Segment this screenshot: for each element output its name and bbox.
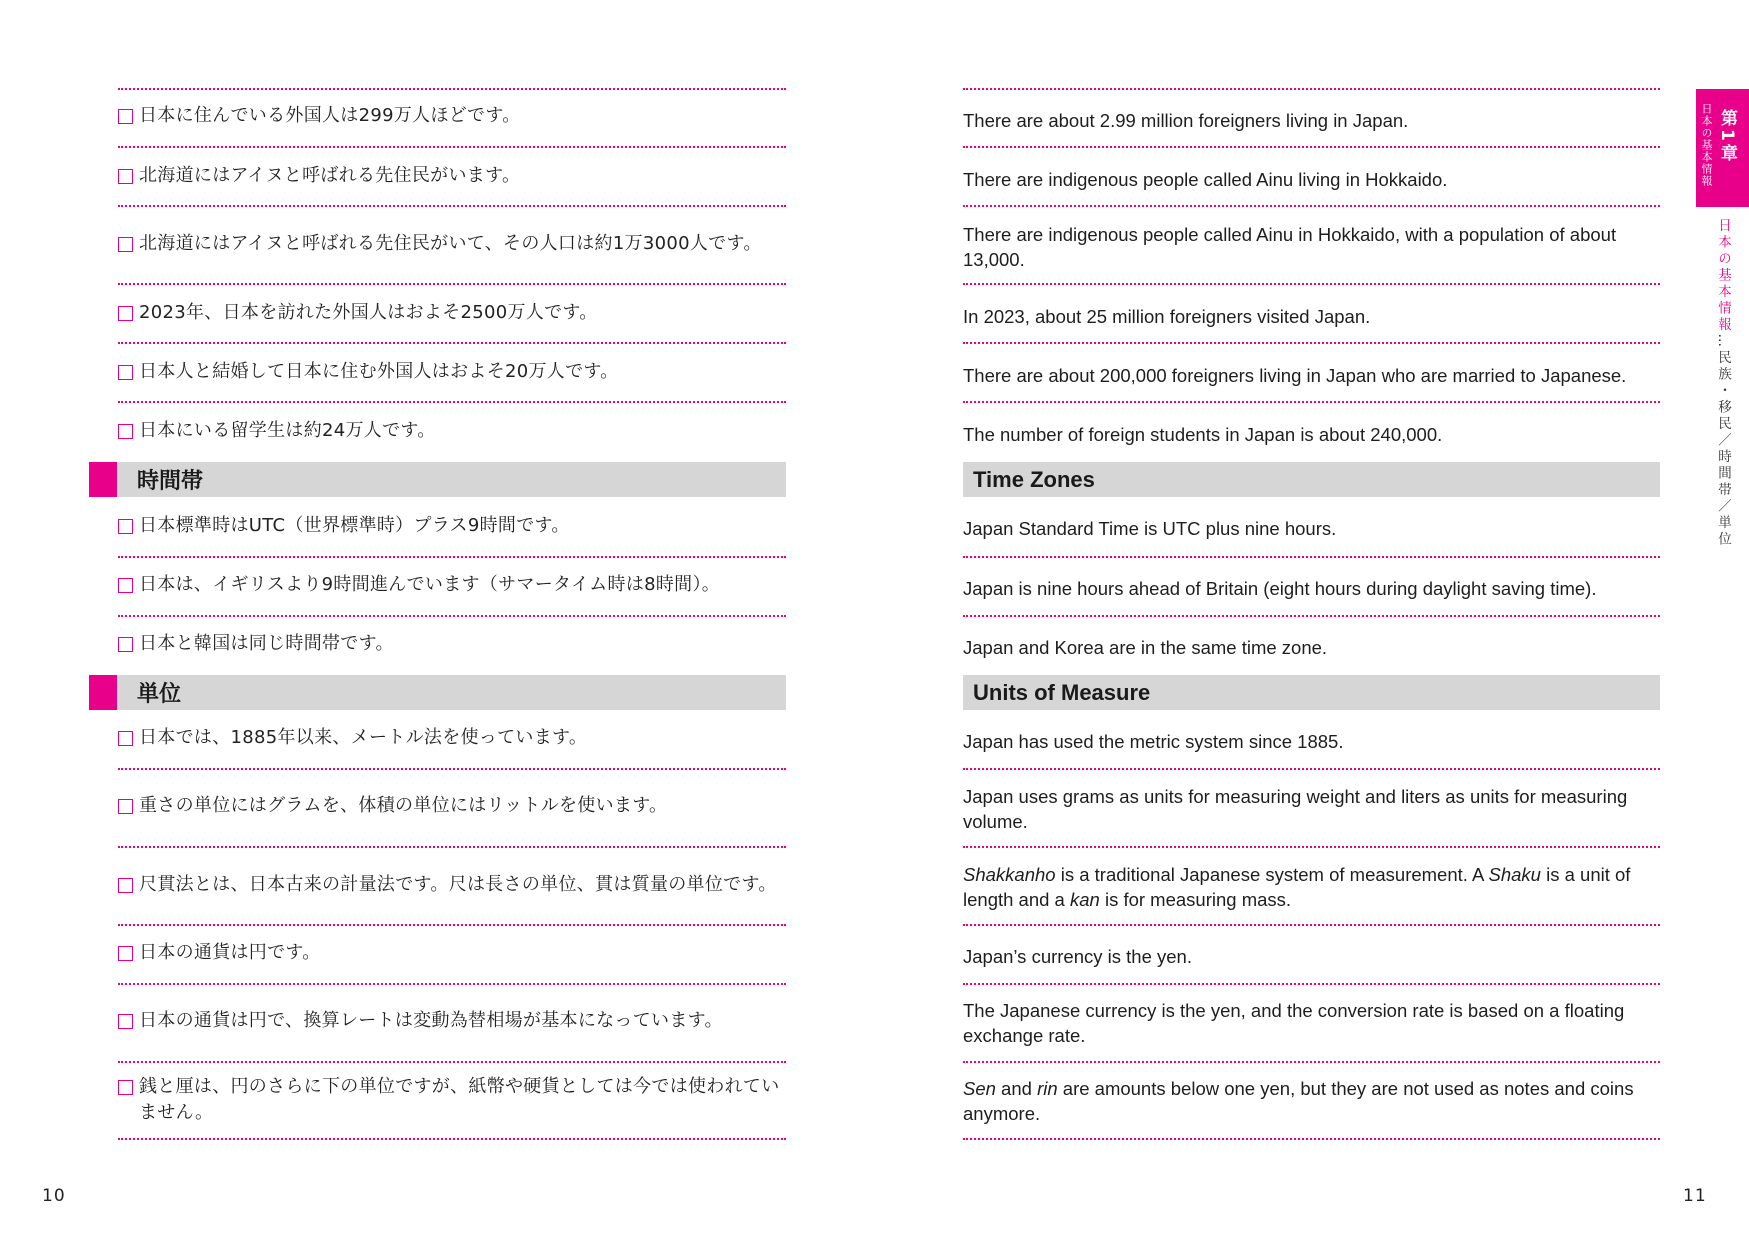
left-page bbox=[0, 0, 874, 1241]
checklist-item bbox=[118, 939, 786, 967]
section-accent bbox=[89, 675, 117, 710]
checklist-item bbox=[118, 792, 786, 820]
side-index-title: 日本の基本情報 bbox=[1715, 218, 1731, 334]
item-text: There are indigenous people called Ainu living in Hokkaido. bbox=[963, 168, 1448, 190]
item-text: 日本と韓国は同じ時間帯です。 bbox=[139, 633, 394, 654]
checkbox[interactable] bbox=[118, 1014, 133, 1029]
divider bbox=[963, 768, 1660, 770]
divider bbox=[118, 924, 786, 926]
text-fragment: is for measuring mass. bbox=[1099, 889, 1292, 910]
item-text: 尺貫法とは、日本古来の計量法です。尺は長さの単位、貫は質量の単位です。 bbox=[139, 874, 777, 895]
term-kan: kan bbox=[1069, 889, 1100, 910]
divider bbox=[118, 983, 786, 985]
item-text: 日本に住んでいる外国人は299万人ほどです。 bbox=[139, 105, 521, 126]
text-fragment: are amounts below one yen, but they are not used as notes and coins anymore. bbox=[963, 1078, 1634, 1124]
checklist-item bbox=[118, 1074, 786, 1130]
checklist-item bbox=[118, 871, 786, 899]
item-text: 日本にいる留学生は約24万人です。 bbox=[139, 420, 436, 441]
right-page bbox=[874, 0, 1749, 1241]
checkbox[interactable] bbox=[118, 731, 133, 746]
item-text: 日本標準時はUTC（世界標準時）プラス9時間です。 bbox=[139, 515, 570, 536]
section-title: Time Zones bbox=[973, 466, 1095, 492]
text-fragment: and bbox=[995, 1078, 1038, 1099]
divider bbox=[963, 983, 1660, 985]
page-number: 11 bbox=[1683, 1186, 1707, 1206]
translation-item bbox=[963, 727, 1660, 755]
section-title: 単位 bbox=[137, 682, 182, 707]
checklist-item bbox=[118, 724, 786, 752]
item-text: 日本は、イギリスより9時間進んでいます（サマータイム時は8時間）。 bbox=[139, 574, 721, 595]
term-shaku: Shaku bbox=[1488, 864, 1541, 885]
section-title: 時間帯 bbox=[137, 469, 204, 494]
item-text: 日本の通貨は円です。 bbox=[139, 942, 321, 963]
item-text bbox=[963, 1076, 1660, 1126]
translation-item bbox=[963, 784, 1660, 836]
item-text: The Japanese currency is the yen, and the conversion rate is based on a floating exchange rate. bbox=[963, 1000, 1625, 1046]
term-sen: Sen bbox=[963, 1078, 996, 1099]
checkbox[interactable] bbox=[118, 1080, 133, 1095]
item-text: 重さの単位にはグラムを、体積の単位にはリットルを使います。 bbox=[139, 795, 668, 816]
item-text: There are about 2.99 million foreigners living in Japan. bbox=[963, 109, 1409, 131]
en-column-units bbox=[963, 0, 1660, 1241]
item-text: 銭と厘は、円のさらに下の単位ですが、紙幣や硬貨としては今では使われていません。 bbox=[139, 1076, 780, 1123]
item-text: In 2023, about 25 million foreigners visited Japan. bbox=[963, 305, 1371, 327]
item-text: 北海道にはアイヌと呼ばれる先住民がいます。 bbox=[139, 165, 521, 186]
item-text: 日本の通貨は円で、換算レートは変動為替相場が基本になっています。 bbox=[139, 1010, 723, 1031]
chapter-name: 日本の基本情報 bbox=[1700, 103, 1713, 187]
item-text: Japan Standard Time is UTC plus nine hours. bbox=[963, 517, 1337, 539]
side-index-topics: …民族・移民／時間帯／単位 bbox=[1715, 333, 1731, 548]
divider bbox=[118, 1138, 786, 1140]
divider bbox=[118, 1061, 786, 1063]
checkbox[interactable] bbox=[118, 946, 133, 961]
item-text: The number of foreign students in Japan is about 240,000. bbox=[963, 423, 1443, 445]
section-title: Units of Measure bbox=[973, 679, 1151, 705]
item-text: There are indigenous people called Ainu in Hokkaido, with a population of about 13,000. bbox=[963, 224, 1617, 270]
item-text bbox=[963, 862, 1660, 912]
item-text: 日本人と結婚して日本に住む外国人はおよそ20万人です。 bbox=[139, 361, 619, 382]
checkbox[interactable] bbox=[118, 878, 133, 893]
side-index bbox=[1709, 218, 1733, 548]
divider bbox=[118, 846, 786, 848]
item-text: 日本では、1885年以来、メートル法を使っています。 bbox=[139, 727, 588, 748]
item-text: Japan has used the metric system since 1885. bbox=[963, 730, 1344, 752]
page-number: 10 bbox=[42, 1186, 66, 1206]
chapter-label: 第1章 bbox=[1717, 109, 1737, 164]
item-text: Japan is nine hours ahead of Britain (eight hours during daylight saving time). bbox=[963, 577, 1597, 599]
divider bbox=[963, 846, 1660, 848]
translation-item bbox=[963, 1076, 1660, 1128]
translation-item bbox=[963, 862, 1660, 914]
translation-item bbox=[963, 942, 1660, 970]
checkbox[interactable] bbox=[118, 799, 133, 814]
checklist-item bbox=[118, 1007, 786, 1035]
section-accent bbox=[89, 462, 117, 497]
divider bbox=[963, 924, 1660, 926]
item-text: Japan and Korea are in the same time zone. bbox=[963, 636, 1328, 658]
term-shakkanho: Shakkanho bbox=[963, 864, 1056, 885]
text-fragment: is a traditional Japanese system of measurement. A bbox=[1055, 864, 1489, 885]
jp-column-units bbox=[118, 0, 786, 1241]
item-text: 2023年、日本を訪れた外国人はおよそ2500万人です。 bbox=[139, 302, 598, 323]
text-fragment: is a unit of length and a bbox=[963, 864, 1631, 910]
chapter-tab[interactable] bbox=[1696, 89, 1749, 207]
divider bbox=[963, 1138, 1660, 1140]
divider bbox=[963, 1061, 1660, 1063]
item-text: 北海道にはアイヌと呼ばれる先住民がいて、その人口は約1万3000人です。 bbox=[139, 233, 762, 254]
item-text: Japan’s currency is the yen. bbox=[963, 945, 1192, 967]
item-text: There are about 200,000 foreigners living in Japan who are married to Japanese. bbox=[963, 364, 1627, 386]
term-rin: rin bbox=[1037, 1078, 1058, 1099]
divider bbox=[118, 768, 786, 770]
item-text: Japan uses grams as units for measuring weight and liters as units for measuring volume. bbox=[963, 786, 1628, 832]
translation-item bbox=[963, 998, 1660, 1050]
